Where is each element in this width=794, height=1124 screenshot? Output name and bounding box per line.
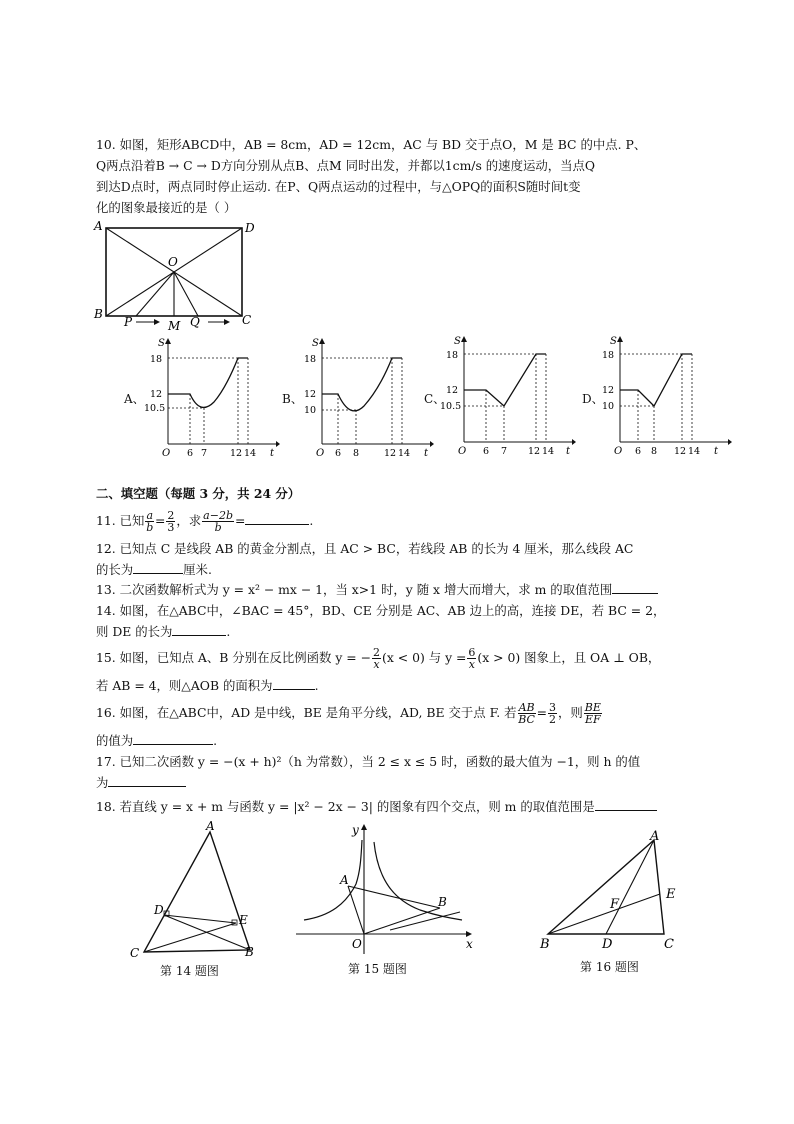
svg-text:6: 6 <box>335 448 342 459</box>
svg-text:O: O <box>352 937 362 951</box>
svg-text:S: S <box>454 336 461 347</box>
label-D: D <box>245 221 255 235</box>
median-ad <box>606 840 654 934</box>
q13-answer-blank <box>612 582 658 594</box>
triangle-abc <box>144 832 250 952</box>
svg-text:t: t <box>270 448 275 459</box>
svg-text:S: S <box>610 336 617 347</box>
segment-oq <box>174 272 198 316</box>
svg-text:12: 12 <box>446 385 459 396</box>
q16-line-2: 的值为 . <box>96 733 218 748</box>
svg-text:A: A <box>650 829 660 844</box>
svg-text:18: 18 <box>150 354 163 365</box>
q12-answer-blank <box>133 562 183 574</box>
q13: 13. 二次函数解析式为 y = x² − mx − 1，当 x>1 时，y 随 x 增大而增大，求 m 的取值范围 <box>96 582 658 598</box>
option-c-graph <box>440 334 576 458</box>
svg-text:A: A <box>340 873 349 887</box>
svg-text:t: t <box>714 446 719 457</box>
svg-text:12: 12 <box>304 389 317 400</box>
svg-text:B: B <box>438 895 447 909</box>
figure-15-caption: 第 15 题图 <box>348 962 407 976</box>
figure-14 <box>124 820 264 960</box>
svg-text:10.5: 10.5 <box>440 401 462 412</box>
svg-text:E: E <box>666 887 676 902</box>
option-a-graph <box>144 336 280 460</box>
svg-text:12: 12 <box>150 389 163 400</box>
svg-text:x: x <box>466 937 473 951</box>
svg-text:12: 12 <box>528 446 541 457</box>
option-c-letter: C、 <box>424 392 446 406</box>
svg-text:18: 18 <box>304 354 317 365</box>
svg-text:B: B <box>245 945 254 959</box>
option-a-letter: A、 <box>124 392 145 406</box>
svg-text:7: 7 <box>201 448 208 459</box>
label-O: O <box>168 255 178 269</box>
segment-ob <box>364 908 440 934</box>
svg-text:C: C <box>664 937 674 952</box>
svg-text:6: 6 <box>483 446 490 457</box>
label-Q: Q <box>190 315 200 329</box>
label-A: A <box>94 219 103 233</box>
figure-15 <box>290 820 480 960</box>
svg-text:D: D <box>602 937 613 952</box>
svg-text:y: y <box>352 823 359 837</box>
svg-text:7: 7 <box>501 446 508 457</box>
svg-text:14: 14 <box>244 448 257 459</box>
q15-answer-blank <box>273 678 315 690</box>
figure-14-caption: 第 14 题图 <box>160 964 219 978</box>
svg-text:14: 14 <box>688 446 701 457</box>
svg-text:8: 8 <box>651 446 658 457</box>
q16-line-1: 16. 如图，在△ABC中，AD 是中线，BE 是角平分线，AD, BE 交于点 F. 若 $\frac{AB}{BC}$ = $\frac{3}{2}$ ，则 $\frac{BE}{EF}$ <box>96 701 601 726</box>
q14-line-1: 14. 如图，在△ABC中，∠BAC = 45°，BD、CE 分别是 AC、AB 边上的高，连接 DE，若 BC = 2， <box>96 603 666 618</box>
svg-text:O: O <box>316 448 325 459</box>
svg-text:6: 6 <box>187 448 194 459</box>
option-d-graph <box>596 334 732 458</box>
label-M: M <box>168 319 181 333</box>
section-2-title: 二、填空题（每题 3 分，共 24 分） <box>96 486 301 501</box>
bisector-be <box>548 894 660 934</box>
figure-16 <box>536 828 696 958</box>
q15-line-1: 15. 如图，已知点 A、B 分别在反比例函数 y = − $\frac{2}{x}$ (x < 0) 与 y = $\frac{6}{x}$ (x > 0) 图象上，且 OA ⊥ OB， <box>96 646 661 671</box>
svg-text:14: 14 <box>542 446 555 457</box>
q18-answer-blank <box>595 799 657 811</box>
svg-text:10: 10 <box>304 405 317 416</box>
svg-text:S: S <box>312 338 319 349</box>
q15-line-2: 若 AB = 4，则△AOB 的面积为 . <box>96 678 319 693</box>
q18: 18. 若直线 y = x + m 与函数 y = |x² − 2x − 3| 的图象有四个交点，则 m 的取值范围是 <box>96 799 657 815</box>
q10-line-2: Q两点沿着B → C → D方向分别从点B、点M 同时出发，并都以1cm/s 的速度运动，当点Q <box>96 158 596 173</box>
svg-text:8: 8 <box>353 448 360 459</box>
p-arrow-head <box>154 319 160 325</box>
svg-text:12: 12 <box>230 448 243 459</box>
hyperbola-negative <box>304 840 362 920</box>
svg-text:O: O <box>614 446 623 457</box>
q16-answer-blank <box>133 733 213 745</box>
q10-line-4: 化的图象最接近的是（ ） <box>96 200 237 215</box>
svg-text:F: F <box>610 897 620 912</box>
svg-text:6: 6 <box>635 446 642 457</box>
q12-line-1: 12. 已知点 C 是线段 AB 的黄金分割点，且 AC > BC，若线段 AB 的长为 4 厘米，那么线段 AC <box>96 541 634 556</box>
svg-text:O: O <box>162 448 171 459</box>
q14-line-2: 则 DE 的长为 . <box>96 624 231 639</box>
svg-text:D: D <box>154 903 164 917</box>
svg-text:C: C <box>130 946 140 960</box>
svg-text:14: 14 <box>398 448 411 459</box>
segment-ab <box>348 886 440 908</box>
svg-text:S: S <box>158 338 165 349</box>
label-C: C <box>242 313 252 327</box>
q17-answer-blank <box>108 775 186 787</box>
svg-text:t: t <box>566 446 571 457</box>
svg-text:12: 12 <box>384 448 397 459</box>
svg-text:18: 18 <box>446 350 459 361</box>
label-P: P <box>124 315 133 329</box>
svg-text:B: B <box>540 937 550 952</box>
q17-line-2: 为 <box>96 775 186 791</box>
svg-text:t: t <box>424 448 429 459</box>
svg-text:12: 12 <box>674 446 687 457</box>
svg-text:O: O <box>458 446 467 457</box>
q11: 11. 已知 $\frac{a}{b}$ = $\frac{2}{3}$ ，求 $\frac{a-2b}{b}$ = . <box>96 509 314 534</box>
svg-text:12: 12 <box>602 385 615 396</box>
svg-text:10.5: 10.5 <box>144 403 166 414</box>
option-b-graph <box>298 336 434 460</box>
segment-op <box>136 272 174 316</box>
q10-line-3: 到达D点时，两点同时停止运动. 在P、Q两点运动的过程中，与△OPQ的面积S随时间t变 <box>96 179 581 194</box>
segment-oa <box>348 886 364 934</box>
svg-text:A: A <box>206 820 215 833</box>
q17-line-1: 17. 已知二次函数 y = −(x + h)²（h 为常数），当 2 ≤ x ≤ 5 时，函数的最大值为 −1，则 h 的值 <box>96 754 641 769</box>
option-b-letter: B、 <box>282 392 303 406</box>
q10-rectangle-figure <box>92 218 262 336</box>
q-arrow-head <box>224 319 230 325</box>
label-B: B <box>94 307 103 321</box>
q12-line-2: 的长为 厘米. <box>96 562 212 577</box>
option-d-letter: D、 <box>582 392 604 406</box>
q14-answer-blank <box>172 624 226 636</box>
svg-text:10: 10 <box>602 401 615 412</box>
figure-16-caption: 第 16 题图 <box>580 960 639 974</box>
hyperbola-positive <box>374 842 462 920</box>
q10-line-1: 10. 如图，矩形ABCD中，AB = 8cm，AD = 12cm，AC 与 BD 交于点O，M 是 BC 的中点. P、 <box>96 137 647 152</box>
svg-text:18: 18 <box>602 350 615 361</box>
s-curve <box>168 358 248 407</box>
svg-text:E: E <box>239 913 248 927</box>
q11-answer-blank <box>245 513 309 525</box>
